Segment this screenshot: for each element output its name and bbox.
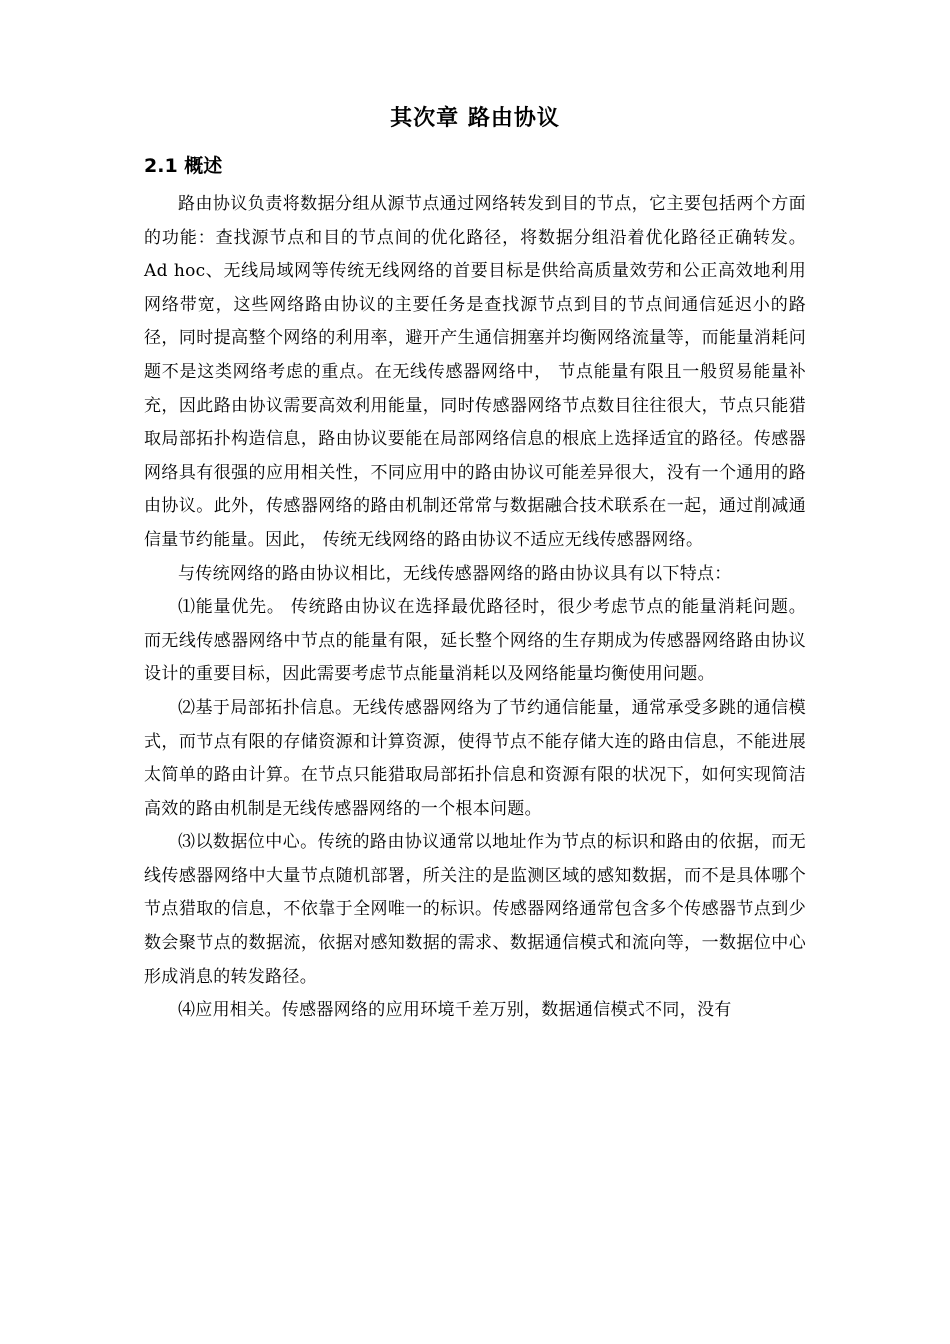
paragraph-overview: 路由协议负责将数据分组从源节点通过网络转发到目的节点，它主要包括两个方面的功能：查找源节点和目的节点间的优化路径，将数据分组沿着优化路径正确转发。Ad hoc、无线局域网等传统无线网络的首要目标是供给高质量效劳和公正高效地利用网络带宽，这些网络路由协议的主要任务是查找源节点到目的节点间通信延迟小的路径，同时提高整个网络的利用率，避开产生通信拥塞并均衡网络流量等，而能量消耗问题不是这类网络考虑的重点。在无线传感器网络中， 节点能量有限且一般贸易能量补充，因此路由协议需要高效利用能量，同时传感器网络节点数目往往很大，节点只能猎取局部拓扑构造信息，路由协议要能在局部网络信息的根底上选择适宜的路径。传感器网络具有很强的应用相关性，不同应用中的路由协议可能差异很大，没有一个通用的路由协议。此外，传感器网络的路由机制还常常与数据融合技术联系在一起，通过削减通信量节约能量。因此， 传统无线网络的路由协议不适应无线传感器网络。 [144, 194, 806, 550]
paragraph-feature-4: ⑷应用相关。传感器网络的应用环境千差万别，数据通信模式不同，没有 [178, 1000, 732, 1021]
section-heading: 2.1 概述 [144, 155, 223, 177]
paragraph-feature-1: ⑴能量优先。 传统路由协议在选择最优路径时，很少考虑节点的能量消耗问题。而无线传感器网络中节点的能量有限，延长整个网络的生存期成为传感器网络路由协议设计的重要目标，因此需要考虑节点能量消耗以及网络能量均衡使用问题。 [144, 597, 806, 685]
document-page [144, 104, 806, 1028]
chapter-title: 其次章 路由协议 [390, 106, 560, 131]
paragraph-feature-3: ⑶以数据位中心。传统的路由协议通常以地址作为节点的标识和路由的依据，而无线传感器网络中大量节点随机部署，所关注的是监测区域的感知数据，而不是具体哪个节点猎取的信息，不依靠于全网唯一的标识。传感器网络通常包含多个传感器节点到少数会聚节点的数据流，依据对感知数据的需求、数据通信模式和流向等，一数据位中心形成消息的转发路径。 [144, 832, 806, 987]
paragraph-feature-2: ⑵基于局部拓扑信息。无线传感器网络为了节约通信能量，通常承受多跳的通信模式，而节点有限的存储资源和计算资源，使得节点不能存储大连的路由信息，不能进展太简单的路由计算。在节点只能猎取局部拓扑信息和资源有限的状况下，如何实现简洁高效的路由机制是无线传感器网络的一个根本问题。 [144, 697, 806, 819]
paragraph-features-intro: 与传统网络的路由协议相比，无线传感器网络的路由协议具有以下特点： [178, 563, 732, 584]
